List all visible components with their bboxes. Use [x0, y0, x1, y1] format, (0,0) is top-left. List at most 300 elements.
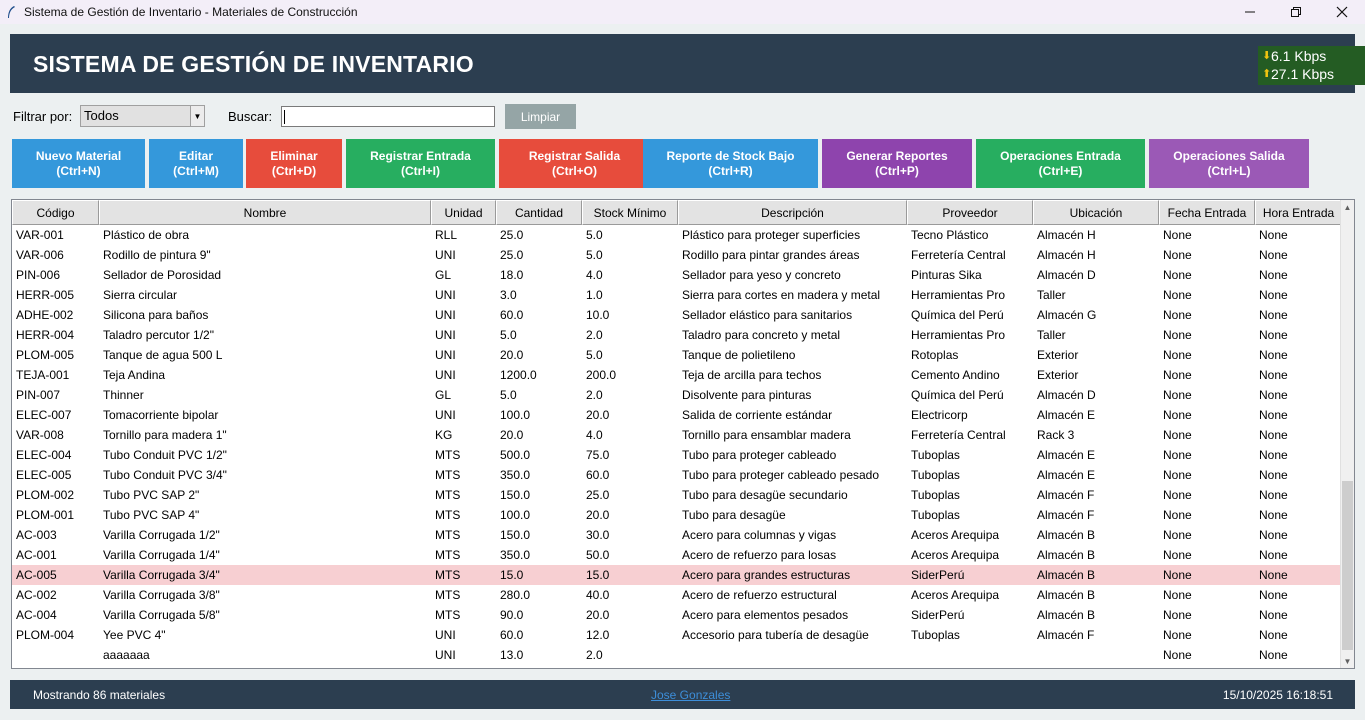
cell-quantity: 5.0 — [500, 328, 517, 342]
cell-entry-time: None — [1259, 628, 1288, 642]
cell-code: AC-002 — [16, 588, 57, 602]
cell-supplier: SiderPerú — [911, 568, 965, 582]
cell-code: PLOM-005 — [16, 348, 75, 362]
cell-code: ADHE-002 — [16, 308, 74, 322]
cell-name: Sellador de Porosidad — [103, 268, 222, 282]
table-row[interactable] — [12, 225, 1342, 245]
button-shortcut: (Ctrl+I) — [401, 163, 440, 178]
cell-entry-time: None — [1259, 508, 1288, 522]
cell-entry-date: None — [1163, 268, 1192, 282]
text-caret — [284, 110, 285, 124]
column-header-supplier[interactable]: Proveedor — [907, 200, 1033, 225]
scroll-down-icon[interactable]: ▼ — [1343, 656, 1352, 666]
cell-name: Varilla Corrugada 3/4" — [103, 568, 220, 582]
cell-entry-date: None — [1163, 588, 1192, 602]
cell-unit: MTS — [435, 448, 461, 462]
cell-entry-date: None — [1163, 648, 1192, 662]
close-button[interactable] — [1319, 0, 1365, 24]
cell-entry-date: None — [1163, 608, 1192, 622]
table-row[interactable] — [12, 465, 1342, 485]
cell-description: Accesorio para tubería de desagüe — [682, 628, 869, 642]
cell-description: Acero de refuerzo para losas — [682, 548, 837, 562]
register-exit-button[interactable] — [499, 139, 650, 188]
cell-name: Yee PVC 4" — [103, 628, 166, 642]
datetime: 15/10/2025 16:18:51 — [1222, 688, 1333, 702]
cell-description: Acero para grandes estructuras — [682, 568, 851, 582]
cell-entry-time: None — [1259, 328, 1288, 342]
cell-entry-time: None — [1259, 548, 1288, 562]
cell-name: Plástico de obra — [103, 228, 190, 242]
cell-location: Almacén E — [1037, 448, 1096, 462]
cell-min-stock: 2.0 — [586, 328, 603, 342]
table-row[interactable] — [12, 485, 1342, 505]
cell-unit: UNI — [435, 368, 456, 382]
cell-unit: MTS — [435, 608, 461, 622]
cell-quantity: 20.0 — [500, 428, 524, 442]
cell-quantity: 5.0 — [500, 388, 517, 402]
column-header-min-stock[interactable]: Stock Mínimo — [582, 200, 678, 225]
column-header-entry-time[interactable]: Hora Entrada — [1255, 200, 1342, 225]
cell-unit: UNI — [435, 248, 456, 262]
cell-quantity: 25.0 — [500, 228, 524, 242]
table-header — [12, 200, 1342, 225]
cell-code: HERR-005 — [16, 288, 75, 302]
cell-entry-date: None — [1163, 228, 1192, 242]
page-title: SISTEMA DE GESTIÓN DE INVENTARIO — [33, 51, 474, 77]
cell-code: HERR-004 — [16, 328, 75, 342]
cell-entry-date: None — [1163, 368, 1192, 382]
cell-entry-date: None — [1163, 548, 1192, 562]
cell-entry-date: None — [1163, 248, 1192, 262]
clear-button[interactable]: Limpiar — [505, 104, 576, 129]
new-material-button[interactable] — [12, 139, 145, 188]
cell-entry-date: None — [1163, 428, 1192, 442]
cell-location: Almacén E — [1037, 468, 1096, 482]
cell-unit: MTS — [435, 528, 461, 542]
cell-entry-time: None — [1259, 248, 1288, 262]
cell-description: Acero para elementos pesados — [682, 608, 849, 622]
cell-description — [678, 645, 907, 665]
cell-description: Disolvente para pinturas — [682, 388, 812, 402]
status-bar — [10, 680, 1355, 709]
cell-code: VAR-006 — [16, 248, 64, 262]
cell-entry-time: None — [1259, 308, 1288, 322]
cell-entry-date: None — [1163, 448, 1192, 462]
table-row[interactable] — [12, 525, 1342, 545]
cell-location: Almacén B — [1037, 568, 1096, 582]
cell-min-stock: 5.0 — [586, 248, 603, 262]
cell-location: Exterior — [1037, 368, 1079, 382]
cell-quantity: 1200.0 — [500, 368, 537, 382]
table-row[interactable] — [12, 405, 1342, 425]
cell-min-stock: 15.0 — [586, 568, 610, 582]
restore-icon — [1291, 7, 1301, 17]
cell-location: Almacén B — [1037, 588, 1096, 602]
material-count: Mostrando 86 materiales — [33, 688, 166, 702]
button-shortcut: (Ctrl+N) — [56, 163, 101, 178]
cell-supplier: Herramientas Pro — [911, 328, 1006, 342]
cell-min-stock: 75.0 — [586, 448, 610, 462]
table-row[interactable] — [12, 385, 1342, 405]
cell-name: Varilla Corrugada 3/8" — [103, 588, 220, 602]
button-shortcut: (Ctrl+L) — [1207, 163, 1251, 178]
cell-description: Taladro para concreto y metal — [682, 328, 841, 342]
cell-entry-date: None — [1163, 468, 1192, 482]
cell-code: AC-003 — [16, 528, 57, 542]
cell-min-stock: 20.0 — [586, 608, 610, 622]
cell-description: Sellador elástico para sanitarios — [682, 308, 853, 322]
cell-min-stock: 40.0 — [586, 588, 610, 602]
cell-entry-date: None — [1163, 528, 1192, 542]
cell-code: AC-004 — [16, 608, 57, 622]
table-row[interactable] — [12, 265, 1342, 285]
cell-quantity: 100.0 — [500, 508, 531, 522]
cell-min-stock: 20.0 — [586, 508, 610, 522]
cell-supplier: Ferretería Central — [911, 428, 1006, 442]
cell-entry-time: None — [1259, 388, 1288, 402]
button-shortcut: (Ctrl+R) — [708, 163, 753, 178]
cell-code — [12, 645, 99, 665]
low-stock-report-button[interactable] — [643, 139, 818, 188]
cell-location: Almacén H — [1037, 228, 1096, 242]
scrollbar-thumb[interactable] — [1342, 481, 1353, 650]
table-row[interactable] — [12, 345, 1342, 365]
cell-description: Salida de corriente estándar — [682, 408, 833, 422]
cell-entry-time: None — [1259, 228, 1288, 242]
column-header-name[interactable]: Nombre — [99, 200, 431, 225]
cell-description: Teja de arcilla para techos — [682, 368, 822, 382]
cell-location: Almacén F — [1037, 628, 1095, 642]
cell-name: Thinner — [103, 388, 144, 402]
cell-unit: UNI — [435, 308, 456, 322]
cell-location: Almacén H — [1037, 248, 1096, 262]
column-header-location[interactable]: Ubicación — [1033, 200, 1159, 225]
cell-code: PIN-006 — [16, 268, 61, 282]
button-label: Registrar Salida — [528, 148, 621, 163]
cell-quantity: 90.0 — [500, 608, 524, 622]
cell-entry-date: None — [1163, 488, 1192, 502]
cell-unit: UNI — [435, 408, 456, 422]
cell-quantity: 500.0 — [500, 448, 531, 462]
cell-quantity: 100.0 — [500, 408, 531, 422]
cell-entry-date: None — [1163, 408, 1192, 422]
cell-description: Tanque de polietileno — [682, 348, 796, 362]
cell-location: Almacén E — [1037, 408, 1096, 422]
entry-operations-button[interactable] — [976, 139, 1145, 188]
cell-unit: UNI — [435, 628, 456, 642]
button-label: Editar — [178, 148, 213, 163]
cell-code: ELEC-005 — [16, 468, 72, 482]
upload-speed: 27.1 Kbps — [1271, 66, 1335, 82]
cell-name: Tornillo para madera 1" — [103, 428, 227, 442]
cell-unit: MTS — [435, 508, 461, 522]
cell-code: AC-005 — [16, 568, 57, 582]
button-label: Registrar Entrada — [370, 148, 471, 163]
cell-quantity: 350.0 — [500, 468, 531, 482]
filter-combobox[interactable] — [80, 105, 205, 127]
table-row[interactable] — [12, 245, 1342, 265]
cell-location: Almacén G — [1037, 308, 1097, 322]
table-row[interactable] — [12, 645, 1342, 665]
cell-supplier: Química del Perú — [911, 308, 1004, 322]
cell-entry-time: None — [1259, 408, 1288, 422]
cell-location: Almacén D — [1037, 268, 1096, 282]
user-link[interactable]: Jose Gonzales — [651, 688, 731, 702]
cell-quantity: 15.0 — [500, 568, 524, 582]
cell-name: Tubo PVC SAP 4" — [103, 508, 200, 522]
cell-name: Silicona para baños — [103, 308, 209, 322]
button-shortcut: (Ctrl+E) — [1038, 163, 1083, 178]
cell-entry-date: None — [1163, 328, 1192, 342]
cell-supplier: Tuboplas — [911, 508, 960, 522]
cell-supplier: Química del Perú — [911, 388, 1004, 402]
cell-entry-time: None — [1259, 488, 1288, 502]
cell-location — [1033, 645, 1159, 665]
cell-description: Acero para columnas y vigas — [682, 528, 837, 542]
button-label: Operaciones Salida — [1173, 148, 1285, 163]
cell-entry-time: None — [1259, 608, 1288, 622]
chevron-down-icon[interactable]: ▼ — [190, 106, 204, 126]
cell-min-stock: 30.0 — [586, 528, 610, 542]
maximize-button[interactable] — [1273, 0, 1319, 24]
cell-entry-time: None — [1259, 648, 1288, 662]
cell-quantity: 60.0 — [500, 628, 524, 642]
cell-entry-date: None — [1163, 508, 1192, 522]
cell-entry-time: None — [1259, 468, 1288, 482]
minimize-button[interactable] — [1227, 0, 1273, 24]
cell-entry-time: None — [1259, 288, 1288, 302]
cell-description: Acero de refuerzo estructural — [682, 588, 837, 602]
cell-entry-time: None — [1259, 268, 1288, 282]
cell-unit: GL — [435, 388, 452, 402]
cell-code: ELEC-007 — [16, 408, 72, 422]
cell-entry-time: None — [1259, 428, 1288, 442]
cell-entry-date: None — [1163, 388, 1192, 402]
button-shortcut: (Ctrl+O) — [552, 163, 597, 178]
cell-unit: MTS — [435, 548, 461, 562]
cell-supplier: Herramientas Pro — [911, 288, 1006, 302]
cell-supplier: Rotoplas — [911, 348, 959, 362]
delete-button[interactable] — [246, 139, 342, 188]
cell-name: aaaaaaa — [103, 648, 150, 662]
cell-supplier: Aceros Arequipa — [911, 588, 1000, 602]
register-entry-button[interactable] — [346, 139, 495, 188]
cell-unit: MTS — [435, 588, 461, 602]
button-label: Eliminar — [270, 148, 318, 163]
cell-entry-time: None — [1259, 588, 1288, 602]
upload-arrow-icon: ⬆ — [1262, 68, 1272, 80]
cell-entry-date: None — [1163, 568, 1192, 582]
cell-name: Tubo Conduit PVC 1/2" — [103, 448, 227, 462]
cell-quantity: 350.0 — [500, 548, 531, 562]
column-header-quantity[interactable]: Cantidad — [496, 200, 582, 225]
cell-unit: UNI — [435, 648, 456, 662]
cell-location: Exterior — [1037, 348, 1079, 362]
cell-name: Taladro percutor 1/2" — [103, 328, 214, 342]
cell-supplier: Ferretería Central — [911, 248, 1006, 262]
cell-supplier: Tuboplas — [911, 628, 960, 642]
cell-quantity: 13.0 — [500, 648, 524, 662]
cell-code: TEJA-001 — [16, 368, 70, 382]
network-speed-widget — [1258, 46, 1365, 85]
table-row[interactable] — [12, 305, 1342, 325]
cell-code: VAR-008 — [16, 428, 64, 442]
cell-location: Almacén F — [1037, 508, 1095, 522]
search-label: Buscar: — [228, 109, 273, 124]
cell-code: PLOM-002 — [16, 488, 75, 502]
cell-description: Rodillo para pintar grandes áreas — [682, 248, 860, 262]
cell-quantity: 150.0 — [500, 528, 531, 542]
table-row[interactable] — [12, 425, 1342, 445]
column-header-entry-date[interactable]: Fecha Entrada — [1159, 200, 1255, 225]
app-header — [10, 34, 1355, 93]
generate-reports-button[interactable] — [822, 139, 972, 188]
table-row[interactable] — [12, 445, 1342, 465]
title-bar — [0, 0, 1365, 24]
cell-name: Sierra circular — [103, 288, 178, 302]
cell-description: Tubo para desagüe secundario — [682, 488, 848, 502]
filter-bar — [13, 103, 613, 129]
column-header-code[interactable]: Código — [12, 200, 99, 225]
table-row[interactable] — [12, 325, 1342, 345]
edit-button[interactable] — [149, 139, 243, 188]
button-label: Operaciones Entrada — [1000, 148, 1121, 163]
cell-min-stock: 12.0 — [586, 628, 610, 642]
scroll-up-icon[interactable]: ▲ — [1343, 202, 1352, 212]
cell-unit: KG — [435, 428, 453, 442]
cell-entry-time: None — [1259, 368, 1288, 382]
cell-name: Varilla Corrugada 1/4" — [103, 548, 220, 562]
cell-min-stock: 2.0 — [586, 648, 603, 662]
cell-min-stock: 50.0 — [586, 548, 610, 562]
button-shortcut: (Ctrl+P) — [875, 163, 919, 178]
cell-min-stock: 10.0 — [586, 308, 610, 322]
close-icon — [1336, 6, 1348, 18]
cell-supplier: Tuboplas — [911, 448, 960, 462]
cell-supplier: Aceros Arequipa — [911, 528, 1000, 542]
cell-location: Almacén B — [1037, 528, 1096, 542]
cell-code: VAR-001 — [16, 228, 64, 242]
cell-description: Sellador para yeso y concreto — [682, 268, 841, 282]
table-row[interactable] — [12, 625, 1342, 645]
table-row[interactable] — [12, 545, 1342, 565]
download-speed: 6.1 Kbps — [1271, 48, 1327, 64]
column-header-unit[interactable]: Unidad — [431, 200, 496, 225]
cell-location: Almacén D — [1037, 388, 1096, 402]
cell-location: Rack 3 — [1037, 428, 1075, 442]
cell-code: ELEC-004 — [16, 448, 72, 462]
vertical-scrollbar[interactable] — [1340, 200, 1354, 668]
cell-unit: UNI — [435, 288, 456, 302]
cell-location: Taller — [1037, 288, 1066, 302]
exit-operations-button[interactable] — [1149, 139, 1309, 188]
table-row[interactable] — [12, 585, 1342, 605]
cell-location: Almacén B — [1037, 608, 1096, 622]
button-label: Reporte de Stock Bajo — [666, 148, 795, 163]
cell-supplier: Cemento Andino — [911, 368, 1000, 382]
button-label: Generar Reportes — [846, 148, 948, 163]
cell-quantity: 60.0 — [500, 308, 524, 322]
cell-min-stock: 4.0 — [586, 428, 603, 442]
filter-label: Filtrar por: — [13, 109, 73, 124]
materials-table — [11, 199, 1355, 669]
cell-supplier: Electricorp — [911, 408, 968, 422]
table-row[interactable] — [12, 285, 1342, 305]
cell-code: PLOM-004 — [16, 628, 75, 642]
cell-quantity: 3.0 — [500, 288, 517, 302]
cell-unit: RLL — [435, 228, 458, 242]
cell-description: Plástico para proteger superficies — [682, 228, 861, 242]
cell-quantity: 18.0 — [500, 268, 524, 282]
cell-description: Tubo para proteger cableado pesado — [682, 468, 880, 482]
cell-name: Varilla Corrugada 1/2" — [103, 528, 220, 542]
cell-min-stock: 60.0 — [586, 468, 610, 482]
cell-description: Tornillo para ensamblar madera — [682, 428, 851, 442]
cell-entry-date: None — [1163, 348, 1192, 362]
button-shortcut: (Ctrl+D) — [271, 163, 317, 178]
button-label: Nuevo Material — [35, 148, 122, 163]
cell-supplier: SiderPerú — [911, 608, 965, 622]
cell-unit: GL — [435, 268, 452, 282]
cell-entry-time: None — [1259, 448, 1288, 462]
cell-supplier: Tuboplas — [911, 488, 960, 502]
cell-unit: UNI — [435, 328, 456, 342]
cell-entry-date: None — [1163, 288, 1192, 302]
cell-description: Tubo para proteger cableado — [682, 448, 837, 462]
cell-min-stock: 2.0 — [586, 388, 603, 402]
cell-quantity: 20.0 — [500, 348, 524, 362]
cell-entry-date: None — [1163, 628, 1192, 642]
cell-name: Tubo PVC SAP 2" — [103, 488, 200, 502]
cell-min-stock: 200.0 — [586, 368, 617, 382]
cell-quantity: 25.0 — [500, 248, 524, 262]
cell-entry-date: None — [1163, 308, 1192, 322]
cell-min-stock: 1.0 — [586, 288, 603, 302]
cell-quantity: 150.0 — [500, 488, 531, 502]
cell-unit: MTS — [435, 568, 461, 582]
cell-code: PLOM-001 — [16, 508, 75, 522]
window-title: Sistema de Gestión de Inventario - Materiales de Construcción — [24, 5, 358, 19]
cell-min-stock: 20.0 — [586, 408, 610, 422]
action-toolbar — [12, 139, 1312, 188]
cell-quantity: 280.0 — [500, 588, 531, 602]
cell-name: Tanque de agua 500 L — [103, 348, 223, 362]
cell-unit: UNI — [435, 348, 456, 362]
table-row[interactable] — [12, 565, 1342, 585]
cell-entry-time: None — [1259, 528, 1288, 542]
cell-supplier: Tecno Plástico — [911, 228, 989, 242]
cell-entry-time: None — [1259, 568, 1288, 582]
column-header-description[interactable]: Descripción — [678, 200, 907, 225]
cell-entry-time: None — [1259, 348, 1288, 362]
cell-description: Sierra para cortes en madera y metal — [682, 288, 881, 302]
cell-name: Varilla Corrugada 5/8" — [103, 608, 220, 622]
table-row[interactable] — [12, 505, 1342, 525]
search-input[interactable] — [281, 106, 495, 127]
cell-unit: MTS — [435, 468, 461, 482]
table-row[interactable] — [12, 365, 1342, 385]
cell-name: Tomacorriente bipolar — [103, 408, 219, 422]
cell-location: Taller — [1037, 328, 1066, 342]
cell-min-stock: 4.0 — [586, 268, 603, 282]
cell-name: Teja Andina — [103, 368, 166, 382]
cell-supplier: Tuboplas — [911, 468, 960, 482]
cell-min-stock: 25.0 — [586, 488, 610, 502]
cell-supplier: Aceros Arequipa — [911, 548, 1000, 562]
cell-unit: MTS — [435, 488, 461, 502]
table-row[interactable] — [12, 605, 1342, 625]
cell-supplier — [907, 645, 1033, 665]
